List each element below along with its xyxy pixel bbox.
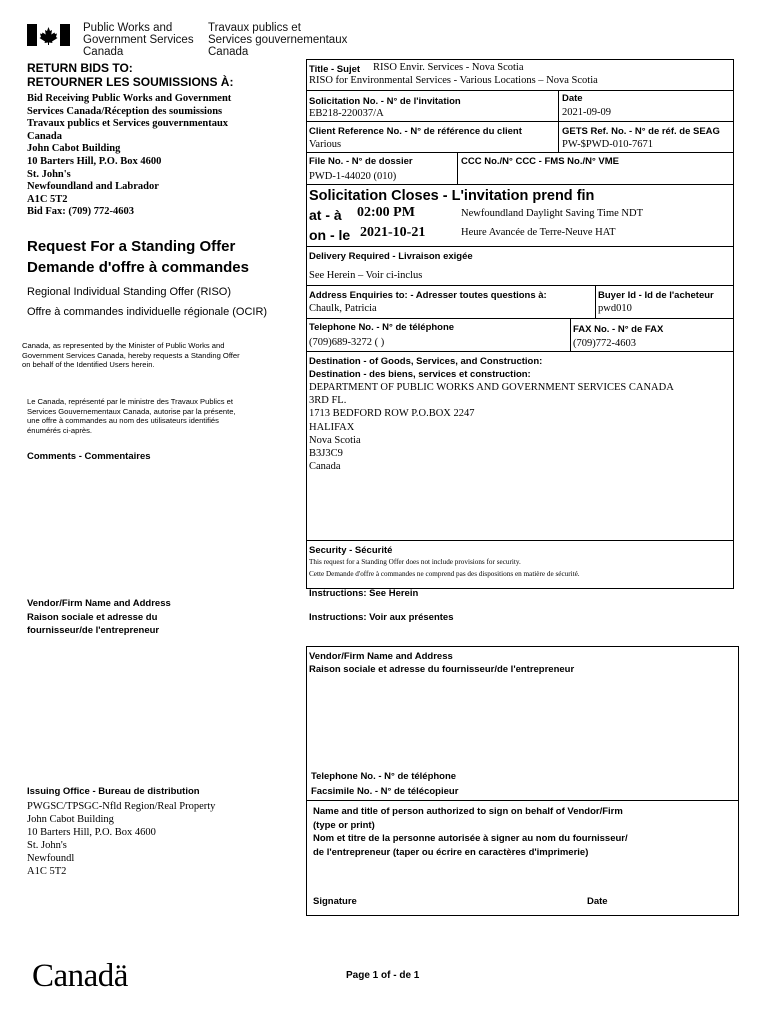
statement-line: Services Gouvernementaux Canada, autorise par la présente,	[27, 406, 236, 416]
statement-line: Canada, as represented by the Minister of Public Works and	[22, 341, 225, 350]
solicitation-no-value: EB218-220037/A	[309, 108, 384, 119]
statement-line: Le Canada, représenté par le ministre des Travaux Publics et	[27, 397, 233, 406]
statement-line: une offre à commandes au nom des utilisateurs identifiés	[27, 416, 219, 426]
statement-line: Government Services Canada, hereby requests a Standing Offer	[22, 350, 240, 360]
signing-label-line: Name and title of person authorized to sign on behalf of Vendor/Firm	[313, 806, 623, 817]
bid-fax: Bid Fax: (709) 772-4603	[27, 206, 135, 218]
destination-label-en: Destination - of Goods, Services, and Construction:	[309, 356, 543, 367]
title-label: Title - Sujet	[309, 64, 361, 75]
offer-type	[27, 282, 267, 322]
return-bids-address	[27, 93, 231, 219]
closing-date: 2021-10-21	[360, 225, 426, 240]
page-number: Page 1 of - de 1	[346, 970, 420, 981]
return-bids-title-fr: RETOURNER LES SOUMISSIONS À:	[27, 75, 234, 89]
destination-label-fr: Destination - des biens, services et construction:	[309, 368, 531, 380]
issuing-office-address	[27, 800, 215, 878]
closing-on-label: on - le	[309, 227, 351, 243]
closing-at-label: at - à	[309, 207, 342, 223]
closing-timezone-fr: Heure Avancée de Terre-Neuve HAT	[461, 227, 616, 238]
offer-type-fr: Offre à commandes individuelle régionale (OCIR)	[27, 306, 268, 318]
header-en-line: Canada	[83, 46, 124, 58]
instructions-fr: Instructions: Voir aux présentes	[309, 612, 454, 623]
title-value: RISO Envir. Services - Nova Scotia	[373, 62, 524, 73]
address-line: Bid Receiving Public Works and Government	[27, 93, 232, 104]
vendor-left-line: fournisseur/de l'entrepreneur	[27, 625, 160, 636]
destination-line: Nova Scotia	[309, 434, 361, 446]
file-no-value: PWD-1-44020 (010)	[309, 171, 397, 182]
destination-line: 3RD FL.	[309, 395, 347, 407]
delivery-label: Delivery Required - Livraison exigée	[309, 251, 473, 262]
vendor-left-label	[27, 597, 171, 638]
file-no-label: File No. - N° de dossier	[309, 156, 413, 167]
destination-label	[309, 356, 542, 381]
solicitation-no-label: Solicitation No. - N° de l'invitation	[309, 96, 461, 107]
closing-time: 02:00 PM	[357, 205, 415, 220]
signature-date-label: Date	[587, 896, 608, 907]
address-line: Newfoundland and Labrador	[27, 181, 159, 193]
vendor-left-line: Raison sociale et adresse du	[27, 611, 158, 623]
client-ref-value: Various	[309, 139, 342, 150]
instructions-en: Instructions: See Herein	[309, 588, 419, 599]
fax-value: (709)772-4603	[573, 338, 636, 349]
signature-label: Signature	[313, 896, 357, 907]
vendor-facsimile-label: Facsimile No. - N° de télécopieur	[311, 786, 459, 797]
request-title	[27, 236, 249, 278]
address-line: Travaux publics et Services gouvernmentaux	[27, 118, 229, 130]
fax-label: FAX No. - N° de FAX	[573, 324, 664, 335]
telephone-value: (709)689-3272 ( )	[309, 337, 385, 348]
signing-authority-label	[313, 805, 628, 859]
date-value: 2021-09-09	[562, 107, 611, 118]
canada-wordmark: Canadä	[32, 958, 128, 994]
address-line: 10 Barters Hill, P.O. Box 4600	[27, 155, 162, 167]
address-line: Services Canada/Réception des soumissions	[27, 105, 223, 117]
address-line: A1C 5T2	[27, 193, 68, 205]
security-label: Security - Sécurité	[309, 545, 393, 556]
enquiries-label: Address Enquiries to: - Adresser toutes questions à:	[309, 290, 547, 301]
request-title-en: Request For a Standing Offer	[27, 238, 236, 255]
issuing-line: Newfoundl	[27, 853, 75, 864]
canada-flag-icon	[27, 24, 70, 46]
security-text-en: This request for a Standing Offer does not include provisions for security.	[309, 558, 521, 566]
issuing-line: PWGSC/TPSGC-Nfld Region/Real Property	[27, 801, 216, 812]
vendor-left-line: Vendor/Firm Name and Address	[27, 598, 171, 609]
address-line: St. John's	[27, 168, 71, 180]
closing-title: Solicitation Closes - L'invitation prend fin	[309, 188, 595, 204]
request-title-fr: Demande d'offre à commandes	[27, 259, 249, 276]
enquiries-value: Chaulk, Patricia	[309, 303, 377, 314]
buyer-id-label: Buyer Id - Id de l'acheteur	[598, 290, 714, 301]
signing-name-field[interactable]	[310, 860, 735, 890]
ccc-no-label: CCC No./N° CCC - FMS No./N° VME	[461, 156, 620, 167]
destination-line: DEPARTMENT OF PUBLIC WORKS AND GOVERNMENT SERVICES CANADA	[309, 382, 674, 393]
issuing-line: A1C 5T2	[27, 866, 67, 877]
vendor-address-field[interactable]	[310, 678, 735, 768]
signing-label-line: de l'entrepreneur (taper ou écrire en caractères d'imprimerie)	[313, 846, 589, 858]
address-line: Canada	[27, 130, 63, 142]
return-bids-title-en: RETURN BIDS TO:	[27, 61, 133, 75]
statement-line: énumérés ci-après.	[27, 425, 92, 435]
header-fr-line: Services gouvernementaux	[208, 34, 348, 46]
signing-label-line: Nom et titre de la personne autorisée à signer au nom du fournisseur/	[313, 833, 628, 844]
header-en-line: Government Services	[83, 34, 194, 46]
vendor-box-label-fr: Raison sociale et adresse du fournisseur/de l'entrepreneur	[309, 663, 575, 675]
address-line: John Cabot Building	[27, 143, 121, 155]
vendor-box-label	[309, 651, 574, 676]
header-en-line: Public Works and	[83, 22, 173, 34]
buyer-id-value: pwd010	[598, 303, 632, 314]
destination-address	[309, 381, 674, 473]
statement-en	[22, 341, 240, 370]
vendor-box-label-en: Vendor/Firm Name and Address	[309, 651, 453, 662]
destination-line: Canada	[309, 461, 341, 473]
issuing-line: St. John's	[27, 840, 67, 851]
gets-ref-label: GETS Ref. No. - N° de réf. de SEAG	[562, 126, 720, 137]
closing-timezone-en: Newfoundland Daylight Saving Time NDT	[461, 208, 643, 219]
issuing-line: 10 Barters Hill, P.O. Box 4600	[27, 827, 156, 838]
destination-line: HALIFAX	[309, 421, 355, 433]
telephone-label: Telephone No. - N° de téléphone	[309, 322, 455, 333]
destination-line: 1713 BEDFORD ROW P.O.BOX 2247	[309, 408, 475, 420]
gets-ref-value: PW-$PWD-010-7671	[562, 139, 653, 150]
header-fr-line: Travaux publics et	[208, 22, 301, 34]
destination-line: B3J3C9	[309, 448, 343, 460]
statement-fr	[27, 397, 236, 435]
comments-label: Comments - Commentaires	[27, 451, 151, 462]
title-value-full: RISO for Environmental Services - Various Locations – Nova Scotia	[309, 75, 598, 86]
department-name-en	[83, 22, 194, 58]
statement-line: on behalf of the Identified Users herein.	[22, 360, 155, 370]
issuing-office-label: Issuing Office - Bureau de distribution	[27, 786, 200, 797]
return-bids-title	[27, 61, 233, 89]
date-label: Date	[562, 93, 583, 104]
security-text-fr: Cette Demande d'offre à commandes ne comprend pas des dispositions en matière de sécurité.	[309, 570, 580, 578]
vendor-telephone-label: Telephone No. - N° de téléphone	[311, 771, 457, 782]
issuing-line: John Cabot Building	[27, 814, 114, 825]
header-fr-line: Canada	[208, 46, 249, 58]
delivery-value: See Herein – Voir ci-inclus	[309, 270, 423, 281]
signing-label-line: (type or print)	[313, 819, 375, 831]
department-name-fr	[208, 22, 347, 58]
offer-type-en: Regional Individual Standing Offer (RISO)	[27, 286, 232, 298]
client-ref-label: Client Reference No. - N° de référence du client	[309, 126, 522, 137]
